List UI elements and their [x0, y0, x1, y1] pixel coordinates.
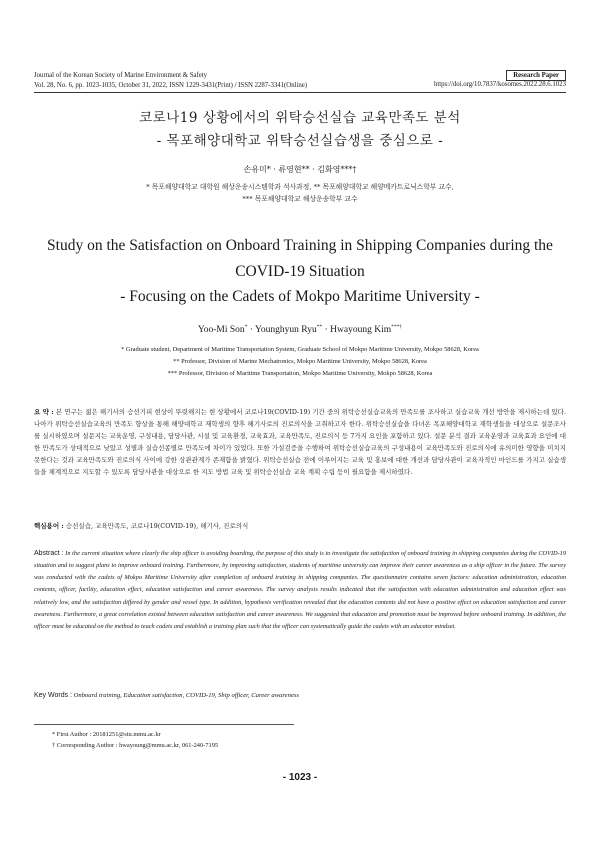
english-affiliation-2: ** Professor, Division of Marine Mechatronics, Mokpo Maritime University, Mokpo 58628, Korea: [173, 358, 427, 365]
footnote-rule: [34, 724, 294, 725]
korean-affiliation-2: *** 목포해양대학교 해상운송학부 교수: [242, 195, 358, 203]
journal-volume: Vol. 28, No. 6, pp. 1023-1035, October 31, 2022, ISSN 1229-3431(Print) / ISSN 2287-3341(Online): [34, 81, 308, 89]
journal-name: Journal of the Korean Society of Marine Environment & Safety: [34, 72, 208, 79]
header-rule: [34, 92, 566, 93]
english-keywords: [34, 692, 299, 699]
english-affiliations: [40, 344, 560, 380]
author-1: Yoo-Mi Son: [197, 325, 245, 336]
article-type-badge: Research Paper: [506, 70, 566, 81]
author-3: Hwayoung Kim: [330, 325, 392, 336]
korean-title: 코로나19 상황에서의 위탁승선실습 교육만족도 분석: [139, 110, 461, 126]
korean-keywords: [34, 521, 248, 530]
english-abstract: [34, 548, 566, 633]
doi-link[interactable]: https://doi.org/10.7837/kosomes.2022.28.6.1023: [433, 81, 566, 88]
english-abstract-text: In the current situation where clearly the ship officer is avoiding boarding, the purpose of this study is to investigate the satisfaction of onboard training in shipping companies during the COVID-19 situation and to suggest plans to improve onboard training. Furthermore, by improving satisfaction, students of maritime university can improve their career awareness as a ship officer in the future. The survey was conducted with the cadets of Mokpo Maritime University after completion of onboard training in shipping companies. The questionnaire contains seven factors: education administration, education contents, officer, facility, education effect, education satisfaction and career awareness. The survey analysis results indicated that the satisfaction with education administration and education effect was relatively low, and the satisfaction differed by gender and vessel type. In addition, hypothesis verification revealed that the education contents did not have a positive effect on education satisfaction and career awareness. Furthermore, a great correlation existed between education satisfaction and career awareness. We suggested that education and promotion must be improved before onboard training. In addition, the officer must be educated on the method to teach cadets and establish a training plan such that the officer can systematically guide the cadets with an educator mindset.: [34, 550, 566, 630]
korean-keywords-label: 핵심용어 :: [34, 522, 64, 530]
journal-header: [34, 71, 307, 90]
english-affiliation-3: *** Professor, Division of Maritime Transportation, Mokpo Maritime University, Mokpo 58628, Korea: [167, 370, 433, 377]
korean-abstract: [34, 406, 566, 479]
footnote-first-author: * First Author : 20181251@stu.mmu.ac.kr: [52, 731, 161, 738]
author-3-mark: ***†: [391, 324, 403, 330]
english-title: Study on the Satisfaction on Onboard Training in Shipping Companies during the COVID-19 Situation: [47, 237, 553, 280]
korean-authors: 손유미* · 류영현** · 김화영***†: [243, 165, 357, 174]
korean-abstract-label: 요 약 :: [34, 408, 54, 416]
korean-affiliations: [40, 181, 560, 205]
author-separator: ·: [247, 325, 255, 336]
author-separator: ·: [322, 325, 331, 336]
korean-affiliation-1: * 목포해양대학교 대학원 해상운송시스템학과 석사과정, ** 목포해양대학교 해양메카트로닉스학부 교수,: [146, 183, 454, 191]
english-keywords-label: Key Words :: [34, 692, 72, 699]
author-2: Younghyun Ryu: [255, 325, 317, 336]
english-authors: [0, 324, 600, 335]
korean-keywords-values: 승선실습, 교육만족도, 코로나19(COVID-19), 해기사, 진로의식: [65, 522, 249, 530]
author-1-mark: *: [244, 324, 248, 330]
english-abstract-label: Abstract :: [34, 550, 64, 557]
korean-subtitle: - 목포해양대학교 위탁승선실습생을 중심으로 -: [156, 133, 444, 149]
english-keywords-values: Onboard training, Education satisfaction, COVID-19, Ship officer, Career awareness: [73, 692, 299, 699]
page-number: - 1023 -: [282, 772, 318, 783]
english-subtitle: - Focusing on the Cadets of Mokpo Maritime University -: [120, 288, 480, 305]
author-2-mark: **: [316, 324, 323, 330]
english-affiliation-1: * Graduate student, Department of Maritime Transportation System, Graduate School of Mokpo Maritime University, Mokpo 58628, Korea: [121, 346, 479, 353]
footnote-corresponding-author: † Corresponding Author : hwayoung@mmu.ac.kr, 061-240-7195: [52, 742, 219, 749]
korean-abstract-text: 본 연구는 젊은 해기사의 승선기피 현상이 뚜렷해지는 현 상황에서 코로나19(COVID-19) 기간 중의 위탁승선실습교육의 만족도를 조사하고 실습교육 개선 방안을 제시하는데 있다. 나아가 위탁승선실습교육의 만족도 향상을 통해 해양대학교 재학생의 향후 해기사로의 진로의식을 고취하고자 한다. 위탁승선실습을 다녀온 목포해양대학교 재학생들을 대상으로 설문조사를 실시하였으며 설문지는 교육운영, 구성내용, 담당사관, 시설 및 교육환경, 교육효과, 교육만족도, 진로의식 등 7가지 요인을 포함하고 있다. 설문 분석 결과 교육운영과 교육효과 요인에 대한 만족도가 상대적으로 낮았고 성별과 실습선종별로 만족도에 차이가 있었다. 또한 가설검증을 수행하여 위탁승선실습교육의 구성내용이 교육만족도와 진로의식에 유의미한 영향을 미치지 못한다는 것과 교육만족도와 진로의식 사이에 강한 상관관계가 존재함을 밝혔다. 위탁승선실습 전에 이루어지는 교육 및 홍보에 대한 개선과 담당사관이 교육자적인 마인드를 가지고 실습생들을 체계적으로 지도할 수 있도록 담당사관을 대상으로 한 지도 방법 교육 및 위탁승선실습 교육 계획 수립 등이 필요함을 제시하였다.: [34, 408, 566, 477]
